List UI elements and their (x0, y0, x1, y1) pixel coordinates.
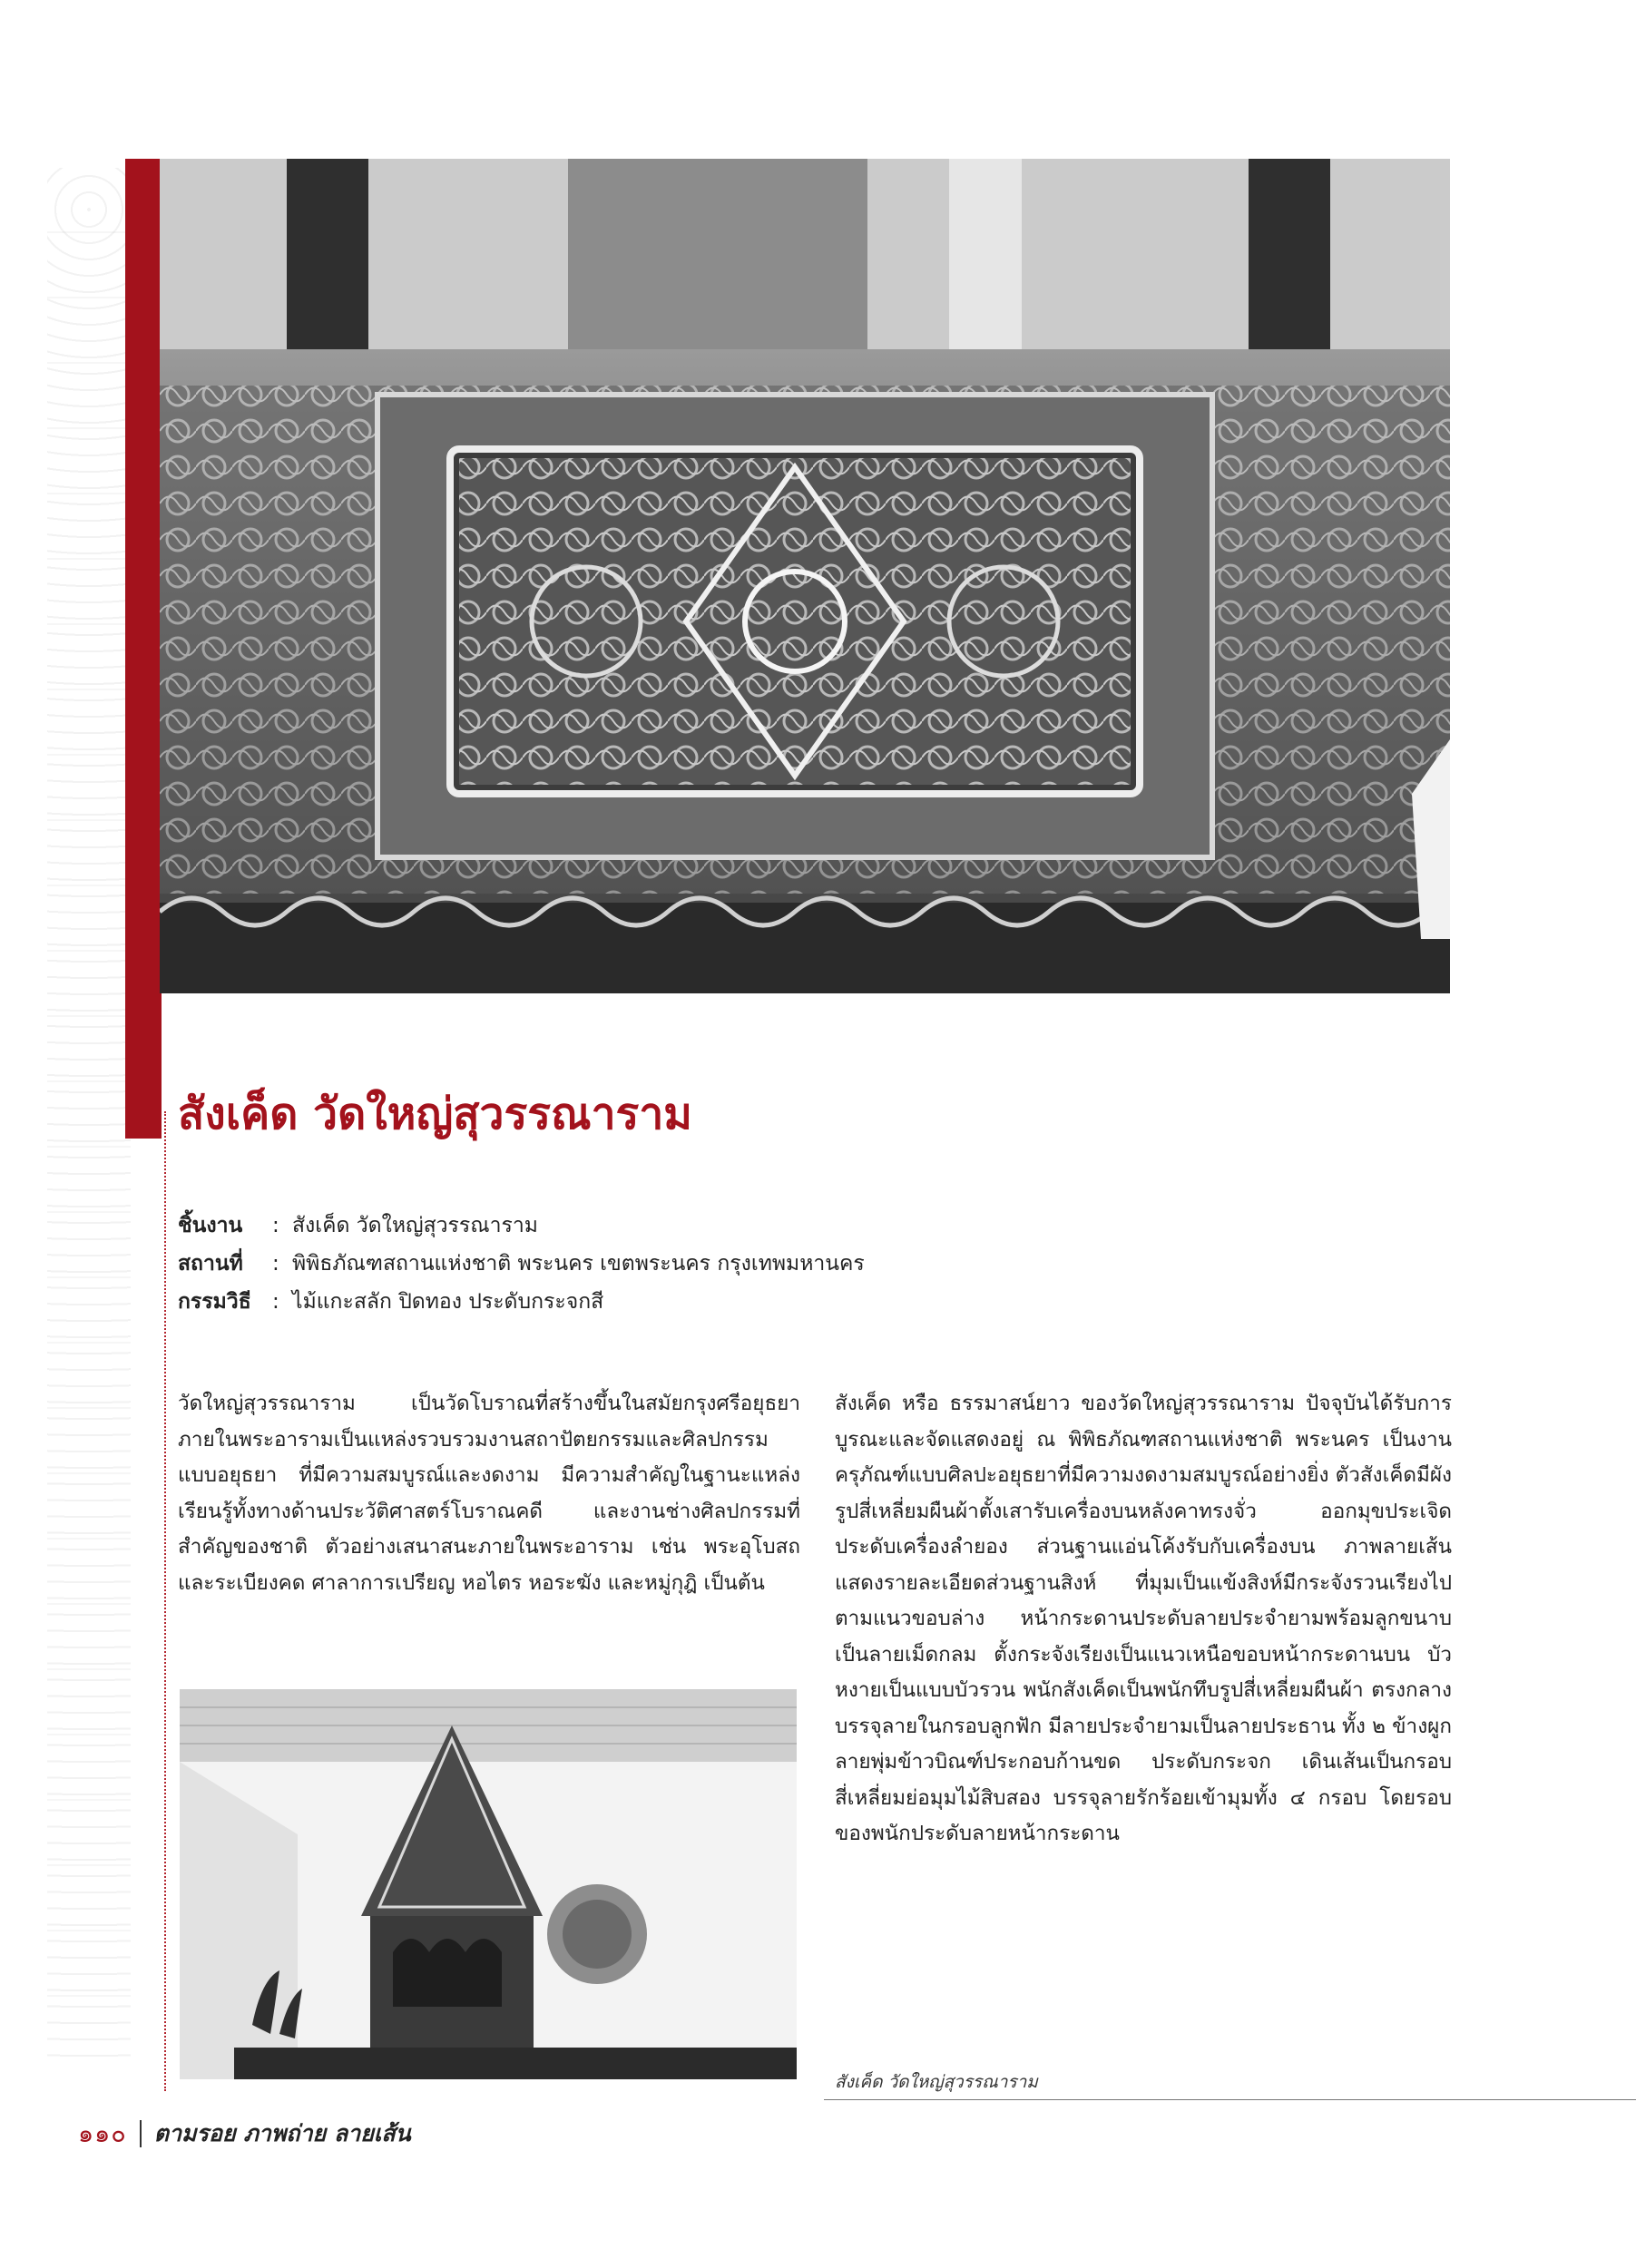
info-label: สถานที่ (178, 1252, 243, 1276)
photo-caption: สังเค็ด วัดใหญ่สุวรรณาราม (835, 2072, 1038, 2092)
info-value: สังเค็ด วัดใหญ่สุวรรณาราม (292, 1214, 538, 1237)
info-separator: : (272, 1290, 279, 1314)
page-number: ๑๑๐ (78, 2120, 127, 2148)
decorative-margin-pattern (47, 168, 131, 2059)
dotted-rule (164, 1111, 166, 2091)
body-paragraph-right: สังเค็ด หรือ ธรรมาสน์ยาว ของวัดใหญ่สุวรรณาราม ปัจจุบันได้รับการบูรณะและจัดแสดงอยู่ ณ พิพิธภัณฑสถานแห่งชาติ พระนคร เป็นงานครุภัณฑ์แบบศิลปะอยุธยาที่มีความงดงามสมบูรณ์อย่างยิ่ง ตัวสังเค็ดมีผังรูปสี่เหลี่ยมผืนผ้าตั้งเสารับเครื่องบนหลังคาทรงจั่ว ออกมุขประเจิดประดับเครื่องลำยอง ส่วนฐานแอ่นโค้งรับกับเครื่องบน ภาพลายเส้นแสดงรายละเอียดส่วนฐานสิงห์ ที่มุมเป็นแข้งสิงห์มีกระจังรวนเรียงไปตามแนวขอบล่าง หน้ากระดานประดับลายประจำยามพร้อมลูกขนาบเป็นลายเม็ดกลม ตั้งกระจังเรียงเป็นแนวเหนือขอบหน้ากระดานบน บัวหงายเป็นแบบบัวรวน พนักสังเค็ดเป็นพนักทึบรูปสี่เหลี่ยมผืนผ้า ตรงกลางบรรจุลายในกรอบลูกฟัก มีลายประจำยามเป็นลายประธาน ทั้ง ๒ ข้างผูกลายพุ่มข้าวบิณฑ์ประกอบก้านขด ประดับกระจก เดินเส้นเป็นกรอบสี่เหลี่ยมย่อมุมไม้สิบสอง บรรจุลายรักร้อยเข้ามุมทั้ง ๔ กรอบ โดยรอบของพนักประดับลายหน้ากระดาน (835, 1392, 1452, 1845)
artwork-info (178, 1207, 1357, 1321)
info-label: ชิ้นงาน (178, 1214, 243, 1237)
info-separator: : (272, 1252, 279, 1276)
page-footer (78, 2114, 411, 2153)
footer-divider (140, 2120, 142, 2147)
page-title: สังเค็ด วัดใหญ่สุวรรณาราม (178, 1089, 692, 1139)
pulpit-photo (180, 1689, 797, 2079)
info-row-technique (178, 1283, 1357, 1321)
info-separator: : (272, 1214, 279, 1237)
hero-photo (160, 159, 1450, 993)
info-value: ไม้แกะสลัก ปิดทอง ประดับกระจกสี (292, 1290, 604, 1314)
info-row-location (178, 1245, 1357, 1283)
footer-title: ตามรอย ภาพถ่าย ลายเส้น (153, 2119, 411, 2146)
info-row-object (178, 1207, 1357, 1245)
accent-bar (125, 159, 162, 1139)
info-value: พิพิธภัณฑสถานแห่งชาติ พระนคร เขตพระนคร กรุงเทพมหานคร (292, 1252, 865, 1276)
body-paragraph-left: วัดใหญ่สุวรรณาราม เป็นวัดโบราณที่สร้างขึ้นในสมัยกรุงศรีอยุธยา ภายในพระอารามเป็นแหล่งรวบรวมงานสถาปัตยกรรมและศิลปกรรมแบบอยุธยา ที่มีความสมบูรณ์และงดงาม มีความสำคัญในฐานะแหล่งเรียนรู้ทั้งทางด้านประวัติศาสตร์โบราณคดี และงานช่างศิลปกรรมที่สำคัญของชาติ ตัวอย่างเสนาสนะภายในพระอาราม เช่น พระอุโบสถและระเบียงคด ศาลาการเปรียญ หอไตร หอระฆัง และหมู่กุฎิ เป็นต้น (178, 1392, 800, 1595)
footer-rule (824, 2099, 1636, 2100)
info-label: กรรมวิธี (178, 1290, 251, 1314)
